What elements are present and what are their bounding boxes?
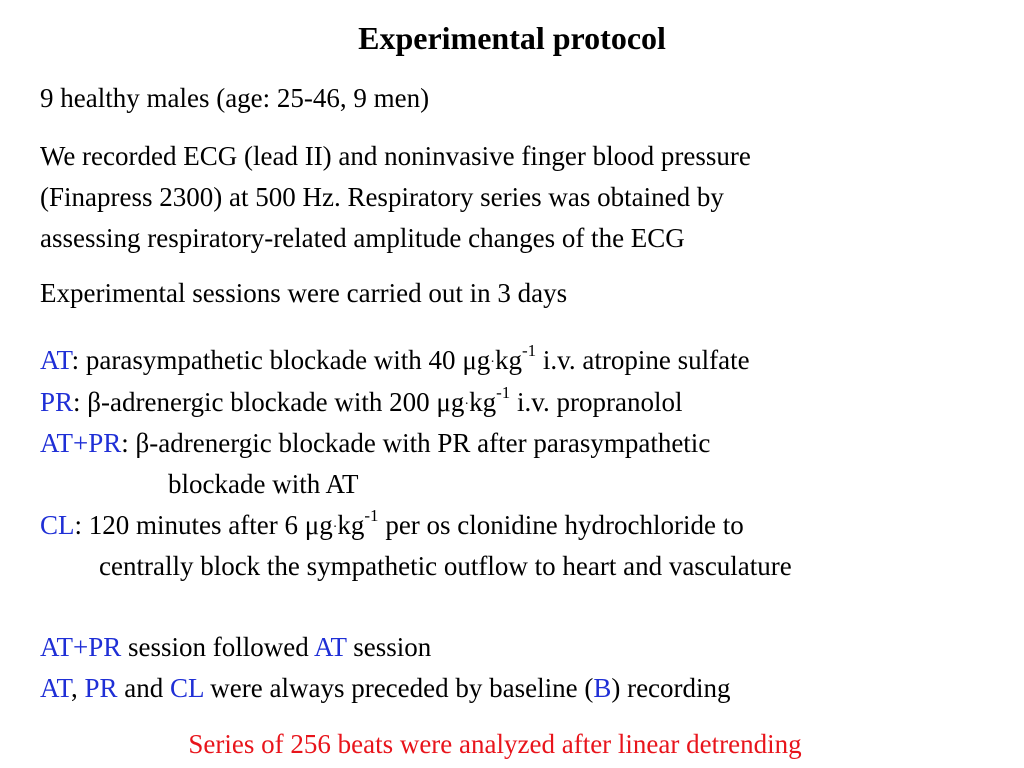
unit-exponent: -1 (364, 506, 379, 525)
protocol-at-text: parasympathetic blockade with 40 (85, 345, 463, 375)
session-code-atpr: AT+PR (40, 632, 122, 662)
protocol-atpr-text: β-adrenergic blockade with PR after parasympathetic (135, 428, 711, 458)
order-text: session (346, 632, 432, 662)
session-order-line-2 (40, 675, 731, 702)
unit-dot: · (490, 355, 495, 370)
order-text: ) recording (611, 673, 731, 703)
unit-kg: kg (337, 510, 365, 540)
session-order-line-1 (40, 634, 431, 661)
subjects-line: 9 healthy males (age: 25-46, 9 men) (40, 83, 430, 113)
separator: : (121, 428, 136, 458)
recording-line-2: (Finapress 2300) at 500 Hz. Respiratory series was obtained by (40, 182, 724, 212)
separator: : (71, 345, 86, 375)
protocol-atpr (40, 430, 710, 457)
unit-kg: kg (494, 345, 522, 375)
session-code-atpr: AT+PR (40, 428, 122, 458)
recording-line-3: assessing respiratory-related amplitude changes of the ECG (40, 223, 685, 253)
order-text: and (117, 673, 171, 703)
protocol-at-drug: i.v. atropine sulfate (536, 345, 750, 375)
session-code-pr: PR (84, 673, 118, 703)
order-text: were always preceded by baseline ( (203, 673, 594, 703)
protocol-pr-drug: i.v. propranolol (510, 387, 683, 417)
protocol-cl-text: 120 minutes after 6 (88, 510, 305, 540)
unit-microgram: μg (436, 387, 465, 417)
unit-microgram: μg (462, 345, 491, 375)
protocol-pr-text: β-adrenergic blockade with 200 (87, 387, 437, 417)
unit-microgram: μg (304, 510, 333, 540)
session-code-at: AT (40, 673, 71, 703)
separator: : (74, 510, 89, 540)
protocol-cl (40, 506, 744, 540)
protocol-cl-continuation: centrally block the sympathetic outflow to heart and vasculature (99, 551, 792, 581)
sessions-intro: Experimental sessions were carried out in 3 days (40, 278, 568, 308)
protocol-atpr-continuation: blockade with AT (168, 469, 359, 499)
order-text: session followed (121, 632, 315, 662)
session-code-at: AT (314, 632, 347, 662)
session-code-cl: CL (40, 510, 75, 540)
unit-exponent: -1 (496, 383, 511, 402)
order-text: , (71, 673, 85, 703)
recording-line-1: We recorded ECG (lead II) and noninvasive finger blood pressure (40, 141, 751, 171)
session-code-cl: CL (170, 673, 204, 703)
separator: : (73, 387, 88, 417)
unit-dot: · (464, 397, 470, 412)
session-code-at: AT (40, 345, 72, 375)
unit-exponent: -1 (521, 341, 537, 360)
session-code-pr: PR (40, 387, 74, 417)
unit-kg: kg (469, 387, 497, 417)
protocol-cl-drug: per os clonidine hydrochloride to (378, 510, 744, 540)
protocol-at (40, 341, 750, 375)
protocol-pr (40, 383, 683, 417)
analysis-note: Series of 256 beats were analyzed after linear detrending (188, 729, 802, 759)
session-code-baseline: B (593, 673, 612, 703)
slide-title: Experimental protocol (358, 20, 666, 56)
unit-dot: · (332, 520, 338, 535)
